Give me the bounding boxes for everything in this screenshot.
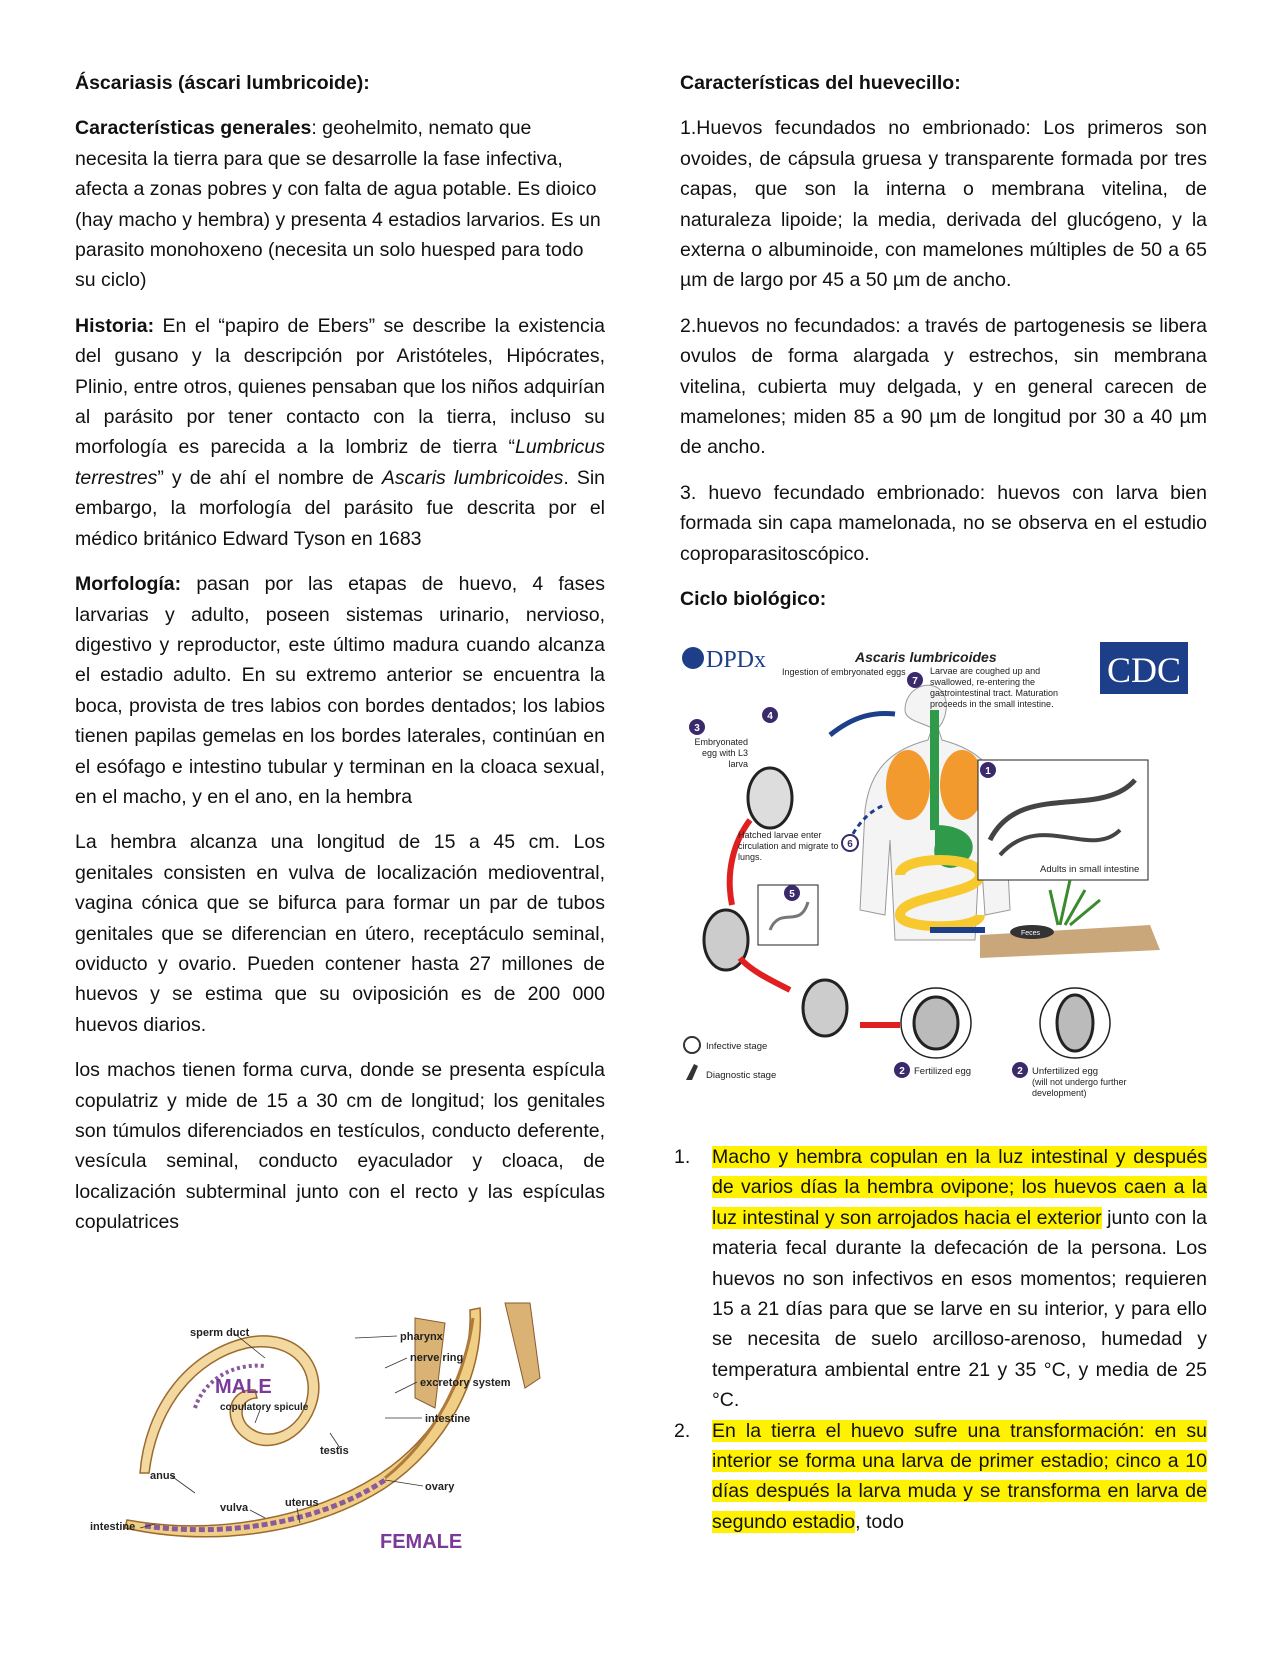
life-cycle-diagram xyxy=(680,640,1200,1120)
female-paragraph: La hembra alcanza una longitud de 15 a 45 cm. Los genitales consisten en vulva de localización medioventral, vagina cónica que se bifurca para formar un par de tubos genitales que se diferencian en útero, receptáculo seminal, oviducto y ovario. Pueden contener hasta 27 millones de huevos y se estima que su oviposición es de 200 000 huevos diarios. xyxy=(75,831,605,1036)
legend-diagnostic: Diagnostic stage xyxy=(706,1070,777,1081)
general-characteristics-paragraph xyxy=(75,113,605,295)
step4-caption: Ingestion of embryonated eggs xyxy=(782,667,906,677)
testis-label: testis xyxy=(320,1445,349,1457)
fertilized-egg-icon xyxy=(914,997,958,1049)
morphology-label: Morfología: xyxy=(75,573,182,596)
legend-infective: Infective stage xyxy=(706,1041,768,1052)
step-highlight: Macho y hembra copulan en la luz intestinal y después de varios días la hembra ovipone; los huevos caen a la luz intestinal y son arrojados hacia el exterior xyxy=(712,1146,1207,1229)
cycle-diagram-title: Ascaris lumbricoides xyxy=(855,649,997,665)
history-italic-a: Lumbricus terrestres xyxy=(75,436,605,489)
fertilized-egg-caption: Fertilized egg xyxy=(914,1066,972,1077)
svg-text:5: 5 xyxy=(789,889,795,900)
morphology-text: pasan por las etapas de huevo, 4 fases larvarias y adulto, poseen sistemas urinario, nervioso, digestivo y reproductor, este último madura cuando alcanza el estadio adulto. En su extremo anterior se encuentra la boca, provista de tres labios con bordes dentados; los labios tienen papilas gemelas en los bordes laterales, continúan en el esófago e intestino tubular y terminan en la cloaca sexual, en el macho, y en el ano, en la hembra xyxy=(75,573,605,808)
egg-type-2: 2.huevos no fecundados: a través de partogenesis se libera ovulos de forma alargada y estrechos, sin membrana vitelina, cubierta muy delgada, y en general carecen de mamelones; miden 85 a 90 µm de longitud por 30 a 40 µm de ancho. xyxy=(680,314,1207,459)
intestine-left-label: intestine xyxy=(90,1521,136,1533)
svg-text:1: 1 xyxy=(985,766,991,777)
history-text-b: ” y de ahí el nombre de xyxy=(157,466,382,489)
svg-text:4: 4 xyxy=(767,711,773,722)
step3-caption: Embryonated egg with L3 larva xyxy=(694,737,748,769)
vulva-label: vulva xyxy=(220,1502,249,1514)
pharynx-label: pharynx xyxy=(400,1331,443,1343)
step7-caption: Larvae are coughed up and swallowed, re-entering the gastrointestinal tract. Maturation proceeds in the small intestine. xyxy=(930,666,1059,709)
egg-characteristics-title: Características del huevecillo: xyxy=(680,72,961,94)
general-label: Características generales xyxy=(75,117,312,140)
intestine-right-label: intestine xyxy=(425,1413,471,1425)
developing-egg-icon xyxy=(803,980,847,1036)
arrow-cycle-bottom xyxy=(740,958,790,990)
history-paragraph xyxy=(75,311,605,554)
ovary-label: ovary xyxy=(425,1481,455,1493)
nerve-ring-label: nerve ring xyxy=(410,1352,464,1364)
general-text: : geohelmito, nemato que necesita la tierra para que se desarrolle la fase infectiva, afecta a zonas pobres y con falta de agua potable. Es dioico (hay macho y hembra) y presenta 4 estadios larvarios. Es un parasito monohoxeno (necesita un solo huesped para todo su ciclo) xyxy=(75,117,601,292)
list-item xyxy=(674,1416,1207,1538)
male-label: MALE xyxy=(215,1376,272,1398)
list-item xyxy=(674,1142,1207,1416)
embryonated-egg-icon xyxy=(748,768,792,828)
morphology-paragraph xyxy=(75,569,605,812)
svg-text:7: 7 xyxy=(912,676,918,687)
male-paragraph: los machos tienen forma curva, donde se presenta espícula copulatriz y mide de 15 a 30 cm de longitud; los genitales son túmulos diferenciados en testículos, conducto deferente, vesícula seminal, conducto eyaculador y cloaca, de localización subterminal junto con el recto y las espículas copulatrices xyxy=(75,1059,605,1234)
dpdx-logo-icon xyxy=(682,647,704,669)
anus-label: anus xyxy=(150,1470,176,1482)
step-highlight: En la tierra el huevo sufre una transformación: en su interior se forma una larva de primer estadio; cinco a 10 días después la larva muda y se transforma en larva de segundo estadio xyxy=(712,1419,1207,1533)
excretory-system-label: excretory system xyxy=(420,1377,511,1389)
biohazard-icon xyxy=(684,1037,700,1053)
history-italic-b: Ascaris lumbricoides xyxy=(381,466,564,489)
adults-caption: Adults in small intestine xyxy=(1040,864,1140,875)
section-title: Áscariasis (áscari lumbricoide): xyxy=(75,72,370,94)
right-column xyxy=(680,68,1207,630)
microscope-icon xyxy=(686,1064,698,1080)
step-number: 1. xyxy=(674,1146,691,1168)
history-label: Historia: xyxy=(75,314,155,337)
svg-text:2: 2 xyxy=(1017,1066,1023,1077)
dpdx-logo-text: DPDx xyxy=(706,647,767,673)
egg-type-3: 3. huevo fecundado embrionado: huevos con larva bien formada sin capa mamelonada, no se observa en el estudio coproparasitoscópico. xyxy=(680,481,1207,565)
step-text: , todo xyxy=(855,1510,904,1533)
life-cycle-steps xyxy=(674,1142,1207,1537)
unfertilized-egg-icon xyxy=(1057,995,1093,1051)
unfertilized-egg-caption: Unfertilized egg xyxy=(1032,1066,1099,1077)
history-text-a: En el “papiro de Ebers” se describe la existencia del gusano y la descripción por Aristóteles, Hipócrates, Plinio, entre otros, quienes pensaban que los niños adquirían al parásito por tener contacto con la tierra, incluso su morfología es parecida a la lombriz de tierra “ xyxy=(75,314,605,459)
svg-text:2: 2 xyxy=(899,1066,905,1077)
cdc-logo-text: CDC xyxy=(1106,650,1182,690)
egg-type-1: 1.Huevos fecundados no embrionado: Los primeros son ovoides, de cápsula gruesa y transparente formada por tres capas, que son la interna o membrana vitelina, de naturaleza lipoide; la media, derivada del glucógeno, y la externa o albuminoide, con mamelones múltiples de 50 a 65 µm de largo por 45 a 50 µm de ancho. xyxy=(680,117,1207,292)
svg-text:6: 6 xyxy=(847,839,853,850)
step-text: junto con la materia fecal durante la defecación de la persona. Los huevos no son infectivos en esos momentos; requieren 15 a 21 días para que se larve en su interior, y para ello se necesita de suelo arcilloso-arenoso, humedad y temperatura ambiental entre 21 y 35 °C, y media de 25 °C. xyxy=(712,1206,1207,1412)
step6-caption: Hatched larvae enter circulation and migrate to lungs. xyxy=(738,830,839,862)
sperm-duct-label: sperm duct xyxy=(190,1327,250,1339)
copulatory-spicule-label: copulatory spicule xyxy=(220,1402,309,1413)
ascaris-morphology-diagram xyxy=(85,1298,560,1568)
feces-label: Feces xyxy=(1021,930,1041,937)
unfertilized-egg-note: (will not undergo further development) xyxy=(1032,1077,1127,1098)
left-column xyxy=(75,68,605,1253)
uterus-label: uterus xyxy=(285,1497,319,1509)
history-text-c: . Sin embargo, la morfología del parásito fue descrita por el médico británico Edward Tyson en 1683 xyxy=(75,466,605,550)
female-label: FEMALE xyxy=(380,1531,463,1553)
step-number: 2. xyxy=(674,1419,691,1442)
life-cycle-title: Ciclo biológico: xyxy=(680,588,827,611)
arrow-ingestion xyxy=(830,713,895,735)
step7-caption-box xyxy=(930,666,1080,741)
svg-text:3: 3 xyxy=(694,723,700,734)
